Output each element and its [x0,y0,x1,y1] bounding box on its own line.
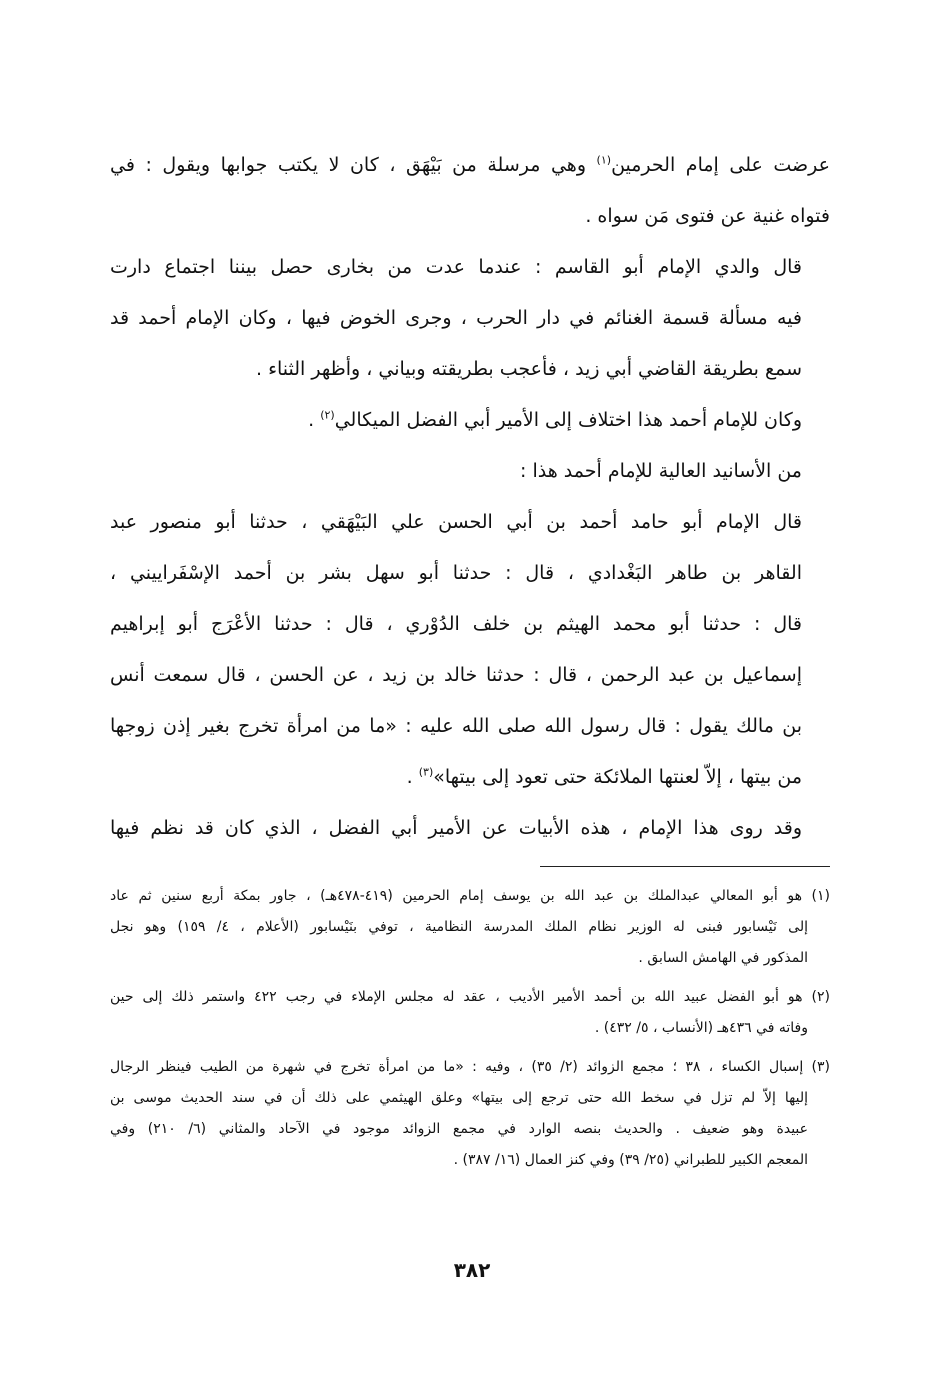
footnote-line: (٣) إسبال الكساء ، ٣٨ ؛ مجمع الزوائد (٢/ ٣٥) ، وفيه : «ما من امرأة تخرج في شهرة من الطيب فينظر الرجال [110,1059,831,1075]
text-line: وقد روى هذا الإمام ، هذه الأبيات عن الأمير أبي الفضل ، الذي كان قد نظم فيها [110,817,802,839]
text-line [110,752,830,803]
text-run: . [406,766,419,788]
footnote-1 [110,881,830,974]
footnote-divider [540,866,830,867]
footnote-line: المعجم الكبير للطبراني (٢٥/ ٣٩) وفي كنز العمال (١٦/ ٣٨٧) . [453,1152,808,1168]
text-line: قال والدي الإمام أبو القاسم : عندما عدت من بخارى حصل بيننا اجتماع دارت [110,256,802,278]
footnote-line: إلى نَيْسابور فبنى له الوزير نظام الملك المدرسة النظامية ، توفي بنَيْسابور (الأعلام ، ٤/ ١٥٩) وهو نجل [110,919,808,935]
text-run: وهي مرسلة من بَيْهَق ، كان لا يكتب جوابها ويقول : في [110,154,597,176]
footnote-ref-3[interactable]: (٣) [418,765,434,779]
text-line: قال : حدثنا أبو محمد الهيثم بن خلف الدُوْري ، قال : حدثنا الأعْرَج أبو إبراهيم [110,613,802,635]
footnote-ref-2[interactable]: (٢) [320,408,335,422]
text-line: القاهر بن طاهر البَغْدادي ، قال : حدثنا أبو سهل بشر بن أحمد الإسْفَراييني ، [110,562,802,584]
page-number: ٣٨٢ [453,1258,491,1282]
main-text [110,140,830,854]
text-run: . [308,409,321,431]
text-line [110,395,830,446]
footnotes [110,881,830,1176]
footnote-3 [110,1052,830,1176]
footnote-line: وفاته في ٤٣٦هـ (الأنساب ، ٥/ ٤٣٢) . [594,1020,808,1036]
footnote-line: (١) هو أبو المعالي عبدالملك بن عبد الله بن يوسف إمام الحرمين (٤١٩-٤٧٨هـ) ، جاور بمكة أربع سنين ثم عاد [110,888,831,904]
footnote-line: المذكور في الهامش السابق . [638,950,808,966]
footnote-2 [110,982,830,1044]
footnote-line: إليها إلاّ لم تزل في سخط الله حتى ترجع إلى بيتها» وعلق الهيثمي على ذلك أن في سند الحديث موسى بن [110,1090,808,1106]
text-run: وكان للإمام أحمد هذا اختلاف إلى الأمير أبي الفضل الميكالي [334,409,802,431]
text-run: من بيتها ، إلاّ لعنتها الملائكة حتى تعود إلى بيتها» [433,766,802,788]
text-line: من الأسانيد العالية للإمام أحمد هذا : [520,460,802,482]
page-content [110,140,830,1184]
text-line: إسماعيل بن عبد الرحمن ، قال : حدثنا خالد بن زيد ، عن الحسن ، قال سمعت أنس [110,664,802,686]
footnote-line: عبيدة وهو ضعيف . والحديث بنصه الوارد في مجمع الزوائد موجود في الآحاد والمثاني (٦/ ٢١٠) وفي [110,1121,808,1137]
text-line: بن مالك يقول : قال رسول الله صلى الله عليه : «ما من امرأة تخرج بغير إذن زوجها [110,715,802,737]
text-line [110,140,830,191]
paragraph-2 [110,242,830,395]
paragraph-3 [110,395,830,446]
text-line: فتواه غنية عن فتوى مَن سواه . [585,205,830,227]
footnote-line: (٢) هو أبو الفضل عبيد الله بن أحمد الأمير الأديب ، عقد له مجلس الإملاء في رجب ٤٢٢ واستمر ذلك إلى حين [110,989,830,1005]
text-run: عرضت على إمام الحرمين [611,154,830,176]
text-line: سمع بطريقة القاضي أبي زيد ، فأعجب بطريقته وبياني ، وأظهر الثناء . [255,358,802,380]
text-line: فيه مسألة قسمة الغنائم في دار الحرب ، وجرى الخوض فيها ، وكان الإمام أحمد قد [110,307,802,329]
paragraph-6 [110,803,830,854]
paragraph-4 [110,446,830,497]
footnote-ref-1[interactable]: (١) [596,153,612,167]
paragraph-1 [110,140,830,242]
paragraph-5 [110,497,830,803]
text-line: قال الإمام أبو حامد أحمد بن أبي الحسن علي البَيْهَقي ، حدثنا أبو منصور عبد [110,511,802,533]
